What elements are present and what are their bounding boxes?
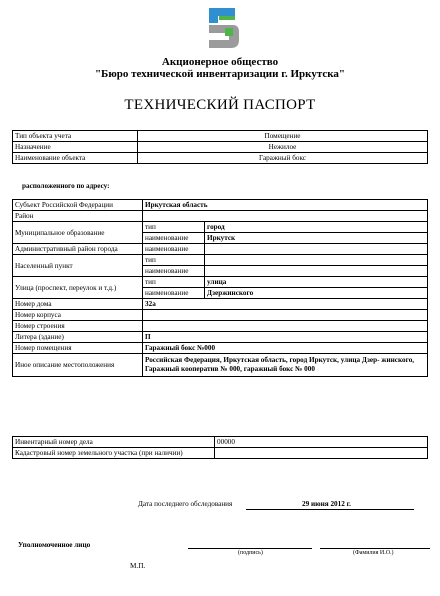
- table-row: [13, 142, 428, 153]
- table-row: [13, 131, 428, 142]
- name-caption: (Фамилия И.О.): [353, 550, 394, 556]
- purpose-label: Назначение: [13, 142, 138, 153]
- table-row: [13, 211, 428, 222]
- table-row: [13, 332, 428, 343]
- municipal-name-label: наименование: [143, 233, 205, 244]
- structure-label: Номер строения: [13, 321, 143, 332]
- object-type-value: Помещение: [138, 131, 428, 142]
- inventory-number-value: 00000: [215, 437, 428, 448]
- signature-line: [188, 548, 312, 549]
- subject-label: Субъект Российской Федерации: [13, 200, 143, 211]
- street-name-value: Дзержинского: [205, 288, 428, 299]
- table-row: [13, 255, 428, 266]
- table-row: [13, 222, 428, 233]
- signature-caption: (подпись): [238, 550, 263, 556]
- object-table: [12, 130, 428, 164]
- subject-value: Иркутская область: [143, 200, 428, 211]
- table-row: [13, 354, 428, 377]
- admin-district-label: Административный район города: [13, 244, 143, 255]
- table-row: [13, 448, 428, 459]
- name-line: [320, 548, 430, 549]
- survey-date-value: 29 июня 2012 г.: [302, 500, 351, 508]
- org-name-line1: Акционерное общество: [161, 56, 279, 68]
- survey-date-line: [246, 509, 414, 510]
- municipal-type-value: город: [205, 222, 428, 233]
- district-value: [143, 211, 428, 222]
- settlement-name-label: наименование: [143, 266, 205, 277]
- registry-table: [12, 436, 428, 459]
- table-row: [13, 321, 428, 332]
- room-value: Гаражный бокс №000: [143, 343, 428, 354]
- settlement-type-label: тип: [143, 255, 205, 266]
- purpose-value: Нежилое: [138, 142, 428, 153]
- other-location-label: Иное описание местоположения: [13, 354, 143, 377]
- building-label: Номер корпуса: [13, 310, 143, 321]
- litera-value: П: [143, 332, 428, 343]
- address-table: [12, 199, 428, 377]
- admin-district-name-value: [205, 244, 428, 255]
- inventory-number-label: Инвентарный номер дела: [13, 437, 215, 448]
- object-name-value: Гаражный бокс: [138, 153, 428, 164]
- table-row: [13, 343, 428, 354]
- municipal-label: Муниципальное образование: [13, 222, 143, 244]
- table-row: [13, 244, 428, 255]
- org-name-line2: "Бюро технической инвентаризации г. Иркутска": [94, 68, 346, 80]
- house-value: 32а: [143, 299, 428, 310]
- street-name-label: наименование: [143, 288, 205, 299]
- building-value: [143, 310, 428, 321]
- house-label: Номер дома: [13, 299, 143, 310]
- document-title: ТЕХНИЧЕСКИЙ ПАСПОРТ: [124, 97, 316, 113]
- object-name-label: Наименование объекта: [13, 153, 138, 164]
- district-label: Район: [13, 211, 143, 222]
- settlement-name-value: [205, 266, 428, 277]
- table-row: [13, 200, 428, 211]
- admin-district-name-label: наименование: [143, 244, 205, 255]
- table-row: [13, 277, 428, 288]
- object-type-label: Тип объекта учета: [13, 131, 138, 142]
- table-row: [13, 153, 428, 164]
- stamp-placeholder: М.П.: [130, 562, 146, 570]
- table-row: [13, 299, 428, 310]
- room-label: Номер помещения: [13, 343, 143, 354]
- table-row: [13, 437, 428, 448]
- settlement-type-value: [205, 255, 428, 266]
- cadastral-number-label: Кадастровый номер земельного участка (при наличии): [13, 448, 215, 459]
- street-type-label: тип: [143, 277, 205, 288]
- street-label: Улица (проспект, переулок и т.д.): [13, 277, 143, 299]
- structure-value: [143, 321, 428, 332]
- address-heading: расположенного по адресу:: [22, 182, 110, 190]
- municipal-name-value: Иркутск: [205, 233, 428, 244]
- authorized-person-label: Уполномоченное лицо: [18, 541, 91, 549]
- other-location-value: Российская Федерация, Иркутская область, город Иркутск, улица Дзер- жинского, Гаражный кооператив № 000, гаражный бокс № 000: [143, 354, 428, 377]
- table-row: [13, 310, 428, 321]
- municipal-type-label: тип: [143, 222, 205, 233]
- company-logo-icon: [205, 6, 241, 50]
- litera-label: Литера (здание): [13, 332, 143, 343]
- survey-date-label: Дата последнего обследования: [138, 500, 233, 508]
- street-type-value: улица: [205, 277, 428, 288]
- cadastral-number-value: [215, 448, 428, 459]
- settlement-label: Населенный пункт: [13, 255, 143, 277]
